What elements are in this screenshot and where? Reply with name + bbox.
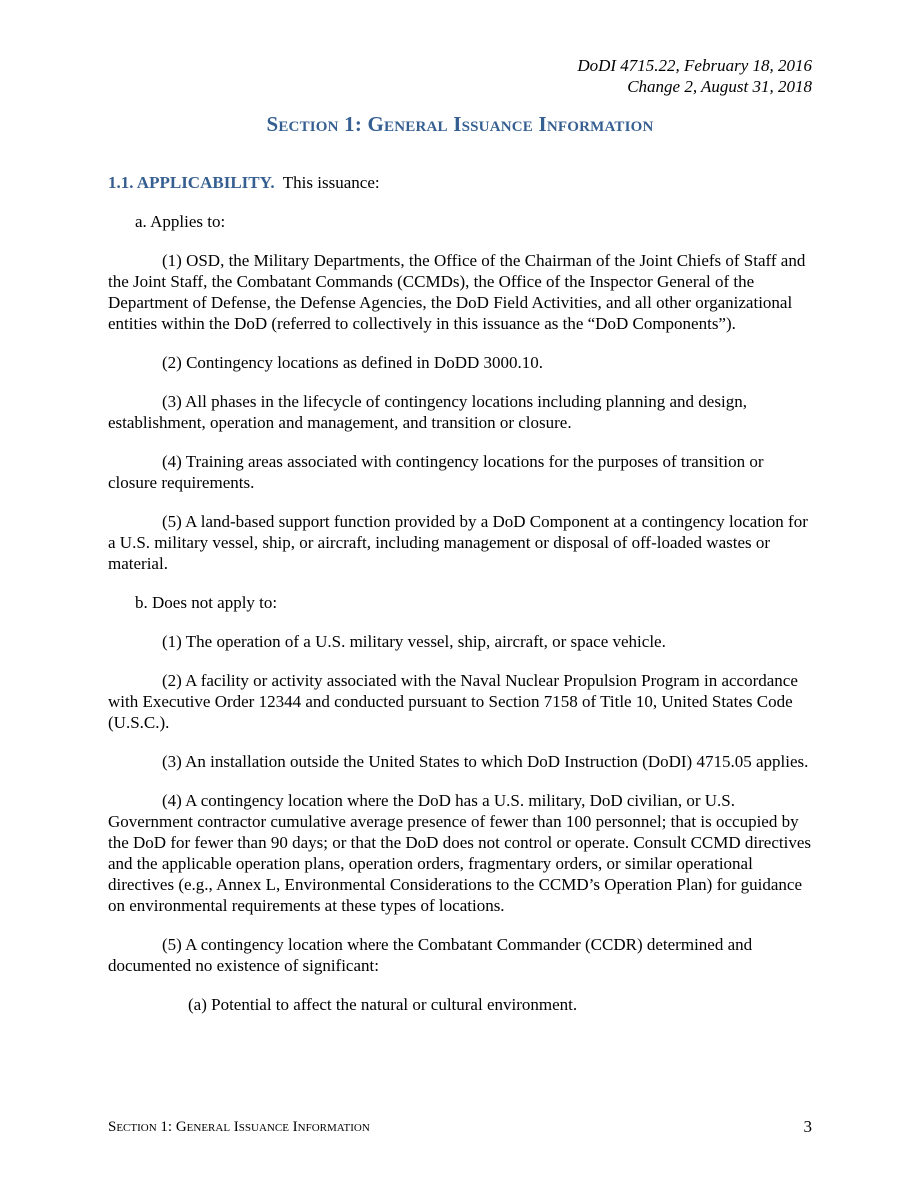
paragraph-a: a. Applies to: bbox=[135, 212, 226, 231]
paragraph-a-3: (3) All phases in the lifecycle of contingency locations including planning and design, establishment, operation and management, and transition or closure. bbox=[108, 392, 747, 432]
footer-section-title: Section 1: General Issuance Information bbox=[108, 1119, 370, 1135]
paragraph-b-2: (2) A facility or activity associated with the Naval Nuclear Propulsion Program in accordance with Executive Order 12344 and conducted pursuant to Section 7158 of Title 10, United States Code (U.S.C.). bbox=[108, 671, 798, 732]
paragraph-a-1: (1) OSD, the Military Departments, the Office of the Chairman of the Joint Chiefs of Staff and the Joint Staff, the Combatant Commands (CCMDs), the Office of the Inspector General of the Department of Defense, the Defense Agencies, the DoD Field Activities, and all other organizational entities within the DoD (referred to collectively in this issuance as the “DoD Components”). bbox=[108, 251, 806, 333]
applicability-heading: 1.1. APPLICABILITY. bbox=[108, 173, 275, 192]
paragraph-a-5: (5) A land-based support function provided by a DoD Component at a contingency location for a U.S. military vessel, ship, or aircraft, including management or disposal of off-loaded wastes or material. bbox=[108, 512, 808, 573]
change-line: Change 2, August 31, 2018 bbox=[627, 77, 812, 96]
paragraph-a-2: (2) Contingency locations as defined in DoDD 3000.10. bbox=[162, 353, 544, 372]
paragraph-b-1: (1) The operation of a U.S. military vessel, ship, aircraft, or space vehicle. bbox=[162, 632, 666, 651]
paragraph-b: b. Does not apply to: bbox=[135, 593, 278, 612]
paragraph-b-4: (4) A contingency location where the DoD has a U.S. military, DoD civilian, or U.S. Government contractor cumulative average presence of fewer than 100 personnel; that is occupied by the DoD for fewer than 90 days; or that the DoD does not control or operate. Consult CCMD directives and the applicable operation plans, operation orders, fragmentary orders, or similar operational directives (e.g., Annex L, Environmental Considerations to the CCMD’s Operation Plan) for guidance on environmental requirements at these types of locations. bbox=[108, 791, 811, 915]
applicability-paragraph bbox=[108, 172, 812, 193]
page-number: 3 bbox=[803, 1117, 812, 1136]
document-body bbox=[108, 172, 812, 1033]
applicability-intro: This issuance: bbox=[282, 173, 380, 192]
paragraph-b-3: (3) An installation outside the United States to which DoD Instruction (DoDI) 4715.05 applies. bbox=[162, 752, 809, 771]
section-title: Section 1: General Issuance Information bbox=[266, 112, 654, 136]
paragraph-b-5: (5) A contingency location where the Combatant Commander (CCDR) determined and documented no existence of significant: bbox=[108, 935, 753, 975]
document-header bbox=[577, 55, 812, 97]
paragraph-a-4: (4) Training areas associated with contingency locations for the purposes of transition or closure requirements. bbox=[108, 452, 764, 492]
paragraph-b-5-a: (a) Potential to affect the natural or cultural environment. bbox=[188, 995, 578, 1014]
document-id-line: DoDI 4715.22, February 18, 2016 bbox=[577, 56, 812, 75]
